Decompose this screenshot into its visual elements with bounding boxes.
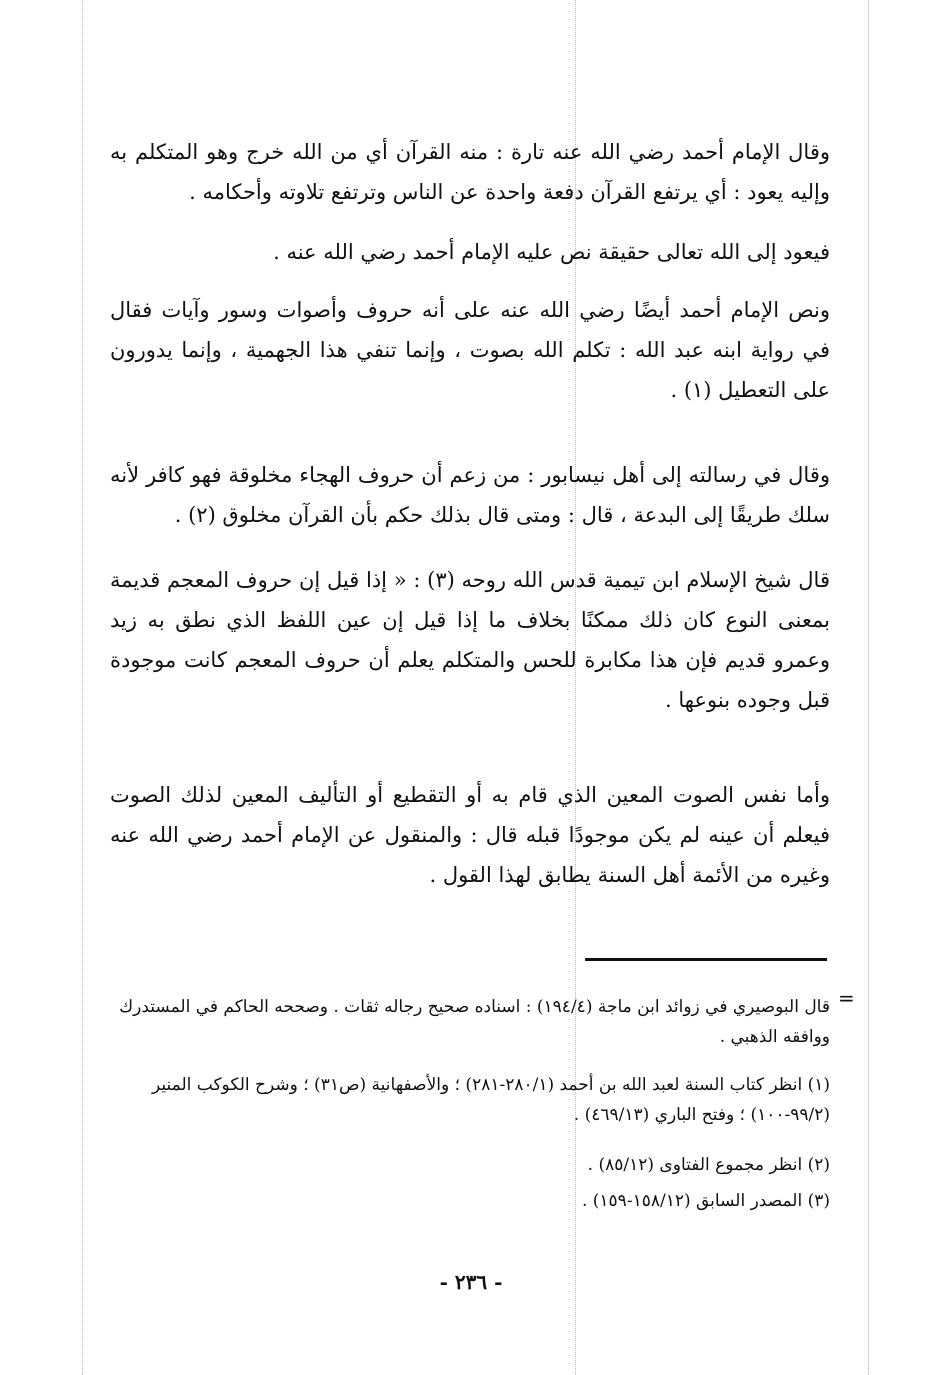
footnote-continuation-mark: = — [838, 986, 855, 1010]
scan-fold-line-right — [868, 0, 869, 1375]
page-number: - ٢٣٦ - — [439, 1270, 503, 1294]
paragraph-4: وقال في رسالته إلى أهل نيسابور : من زعم أن حروف الهجاء مخلوقة فهو كافر لأنه سلك طريقًا إلى البدعة ، قال : ومتى قال بذلك حكم بأن القرآن مخلوق (٢) . — [110, 463, 830, 527]
footnote-continued: قال البوصيري في زوائد ابن ماجة (١٩٤/٤) : اسناده صحيح رجاله ثقات . وصححه الحاكم في المستدرك ووافقه الذهبي . — [119, 997, 830, 1047]
paragraph-5: قال شيخ الإسلام ابن تيمية قدس الله روحه (٣) : « إذا قيل إن حروف المعجم قديمة بمعنى النوع كان ذلك ممكنًا بخلاف ما إذا قيل إن عين اللفظ الذي نطق به زيد وعمرو قديم فإن هذا مكابرة للحس والمتكلم يعلم أن حروف المعجم كانت موجودة قبل وجوده بنوعها . — [110, 568, 830, 712]
footnote-separator — [585, 958, 827, 961]
footnote-3: (٣) المصدر السابق (١٥٨/١٢-١٥٩) . — [581, 1191, 830, 1211]
paragraph-3: ونص الإمام أحمد أيضًا رضي الله عنه على أنه حروف وأصوات وسور وآيات فقال في رواية ابنه عبد الله : تكلم الله بصوت ، وإنما تنفي هذا الجهمية ، وإنما يدورون على التعطيل (١) . — [110, 298, 830, 402]
paragraph-6: وأما نفس الصوت المعين الذي قام به أو التقطيع أو التأليف المعين لذلك الصوت فيعلم أن عينه لم يكن موجودًا قبله قال : والمنقول عن الإمام أحمد رضي الله عنه وغيره من الأئمة أهل السنة يطابق لهذا القول . — [110, 783, 830, 887]
footnote-2: (٢) انظر مجموع الفتاوى (٨٥/١٢) . — [587, 1155, 830, 1175]
footnote-1: (١) انظر كتاب السنة لعبد الله بن أحمد (٢٨٠/١-٢٨١) ؛ والأصفهانية (ص٣١) ؛ وشرح الكوكب المنير (٩٩/٢-١٠٠) ؛ وفتح الباري (٤٦٩/١٣) . — [152, 1075, 830, 1125]
scan-fold-line-left — [82, 0, 83, 1375]
paragraph-2: فيعود إلى الله تعالى حقيقة نص عليه الإمام أحمد رضي الله عنه . — [273, 240, 830, 264]
paragraph-1: وقال الإمام أحمد رضي الله عنه تارة : منه القرآن أي من الله خرج وهو المتكلم به وإليه يعود : أي يرتفع القرآن دفعة واحدة عن الناس وترتفع تلاوته وأحكامه . — [110, 140, 830, 204]
